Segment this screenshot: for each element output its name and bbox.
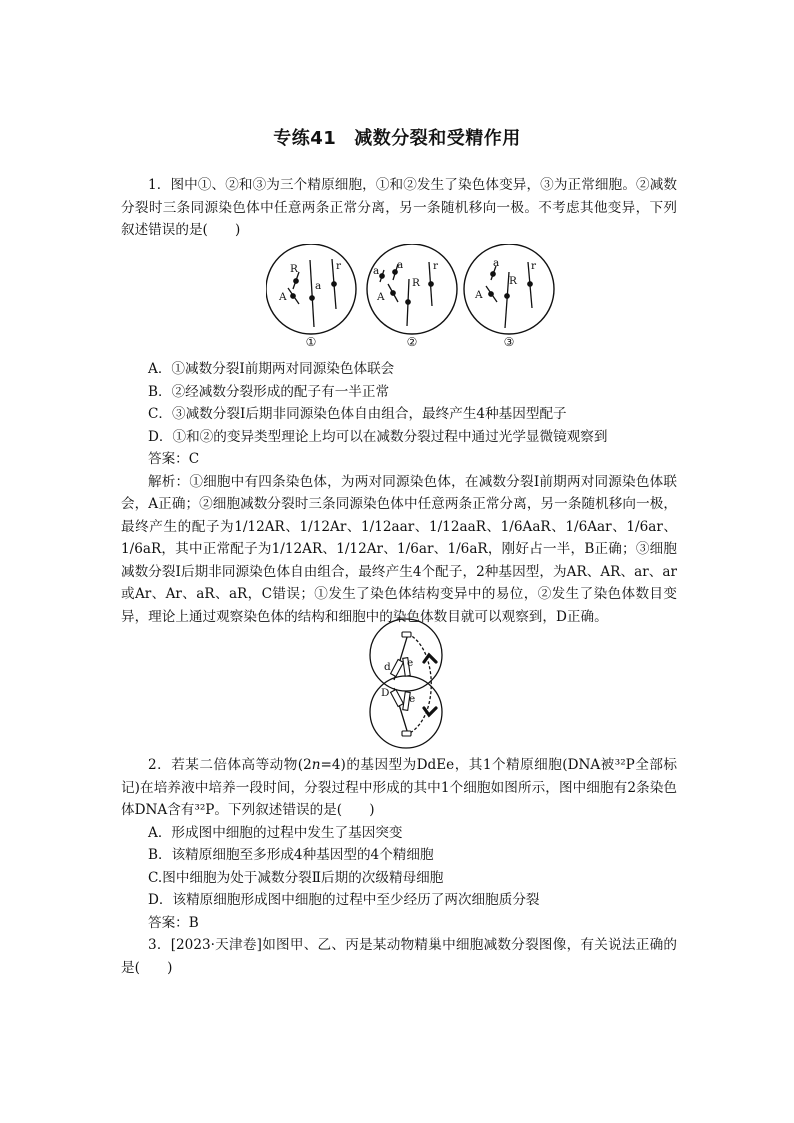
- cell-3-caption: ③: [503, 335, 515, 349]
- fig2-label-e-bottom: e: [409, 693, 416, 705]
- title-text: 减数分裂和受精作用: [354, 128, 521, 149]
- cell-1-label-a: a: [315, 280, 322, 292]
- question-1-stem: 1．图中①、②和③为三个精原细胞，①和②发生了染色体变异，③为正常细胞。②减数分裂时三条同源染色体中任意两条正常分离，另一条随机移向一极。不考虑其他变异，下列叙述错误的是( ): [121, 177, 677, 238]
- q2-answer: 答案：B: [148, 914, 199, 931]
- cell-1-label-r: r: [336, 260, 342, 272]
- figure-2-cell: [364, 618, 460, 750]
- question-3-stem: 3．[2023·天津卷]如图甲、乙、丙是某动物精巢中细胞减数分裂图像，有关说法正确的是( ): [121, 937, 677, 976]
- cell-1-label-A: A: [279, 291, 287, 303]
- question-2-stem: [121, 754, 677, 822]
- title-number: 专练41: [273, 128, 337, 149]
- cell-2-label-r: r: [433, 260, 439, 272]
- q2-option-c: C.图中细胞为处于减数分裂Ⅱ后期的次级精母细胞: [148, 869, 444, 886]
- q1-option-b: B．②经减数分裂形成的配子有一半正常: [148, 383, 390, 400]
- cell-3-label-a: a: [493, 257, 500, 269]
- q2-stem-italic: n: [311, 757, 321, 773]
- question-1: [121, 174, 677, 242]
- q1-option-c: C．③减数分裂Ⅰ后期非同源染色体自由组合，最终产生4种基因型配子: [148, 406, 567, 422]
- cell-2-label-a1: a: [373, 265, 380, 277]
- cell-3-label-R: R: [509, 275, 517, 287]
- cell-1-label-R: R: [290, 263, 298, 275]
- q2-stem-part1: 2．若某二倍体高等动物(2: [148, 757, 312, 773]
- q1-option-a: A．①减数分裂Ⅰ前期两对同源染色体联会: [148, 361, 395, 377]
- q2-option-b: B．该精原细胞至多形成4种基因型的4个精细胞: [148, 847, 434, 863]
- fig2-label-D: D: [381, 687, 390, 699]
- q1-option-d: D．①和②的变异类型理论上均可以在减数分裂过程中通过光学显微镜观察到: [148, 428, 608, 445]
- page-title: [0, 124, 794, 150]
- q2-option-d: D．该精原细胞形成图中细胞的过程中至少经历了两次细胞质分裂: [148, 892, 540, 908]
- question-2: [121, 754, 677, 979]
- cell-1-caption: ①: [305, 335, 317, 349]
- cell-2-caption: ②: [406, 335, 418, 349]
- cell-2-label-A: A: [377, 291, 385, 303]
- cell-3-label-r: r: [531, 260, 537, 272]
- fig2-label-d: d: [384, 661, 391, 673]
- cell-2-label-a2: a: [397, 259, 404, 271]
- fig2-label-e-top: e: [407, 657, 414, 669]
- question-1-options: [121, 358, 677, 628]
- cell-3-label-A: A: [475, 289, 483, 301]
- q2-option-a: A．形成图中细胞的过程中发生了基因突变: [148, 824, 403, 841]
- q1-answer: 答案：C: [148, 451, 200, 467]
- q2-stem-part2: =4)的基因型为DdEe，其1个精原细胞(DNA被³²P全部标记)在培养液中培养一段时间，分裂过程中形成的其中1个细胞如图所示，图中细胞有2条染色体DNA含有³²P。下列叙述错误的是( ): [121, 757, 677, 818]
- q1-explanation: 解析：①细胞中有四条染色体，为两对同源染色体，在减数分裂Ⅰ前期两对同源染色体联会，A正确；②细胞减数分裂时三条同源染色体中任意两条正常分离，另一条随机移向一极，最终产生的配子为1/12AR、1/12Ar、1/12aar、1/12aaR、1/6AaR、1/6Aar、1/6ar、1/6aR，其中正常配子为1/12AR、1/12Ar、1/6ar、1/6aR，刚好占一半，B正确；③细胞减数分裂Ⅰ后期非同源染色体自由组合，最终产生4个配子，2种基因型，为AR、AR、ar、ar或Ar、Ar、aR、aR，C错误；①发生了染色体结构变异中的易位，②发生了染色体数目变异，理论上通过观察染色体的结构和细胞中的染色体数目就可以观察到，D正确。: [121, 473, 677, 625]
- cell-2-label-R: R: [412, 277, 420, 289]
- figure-1-cells: [266, 244, 556, 350]
